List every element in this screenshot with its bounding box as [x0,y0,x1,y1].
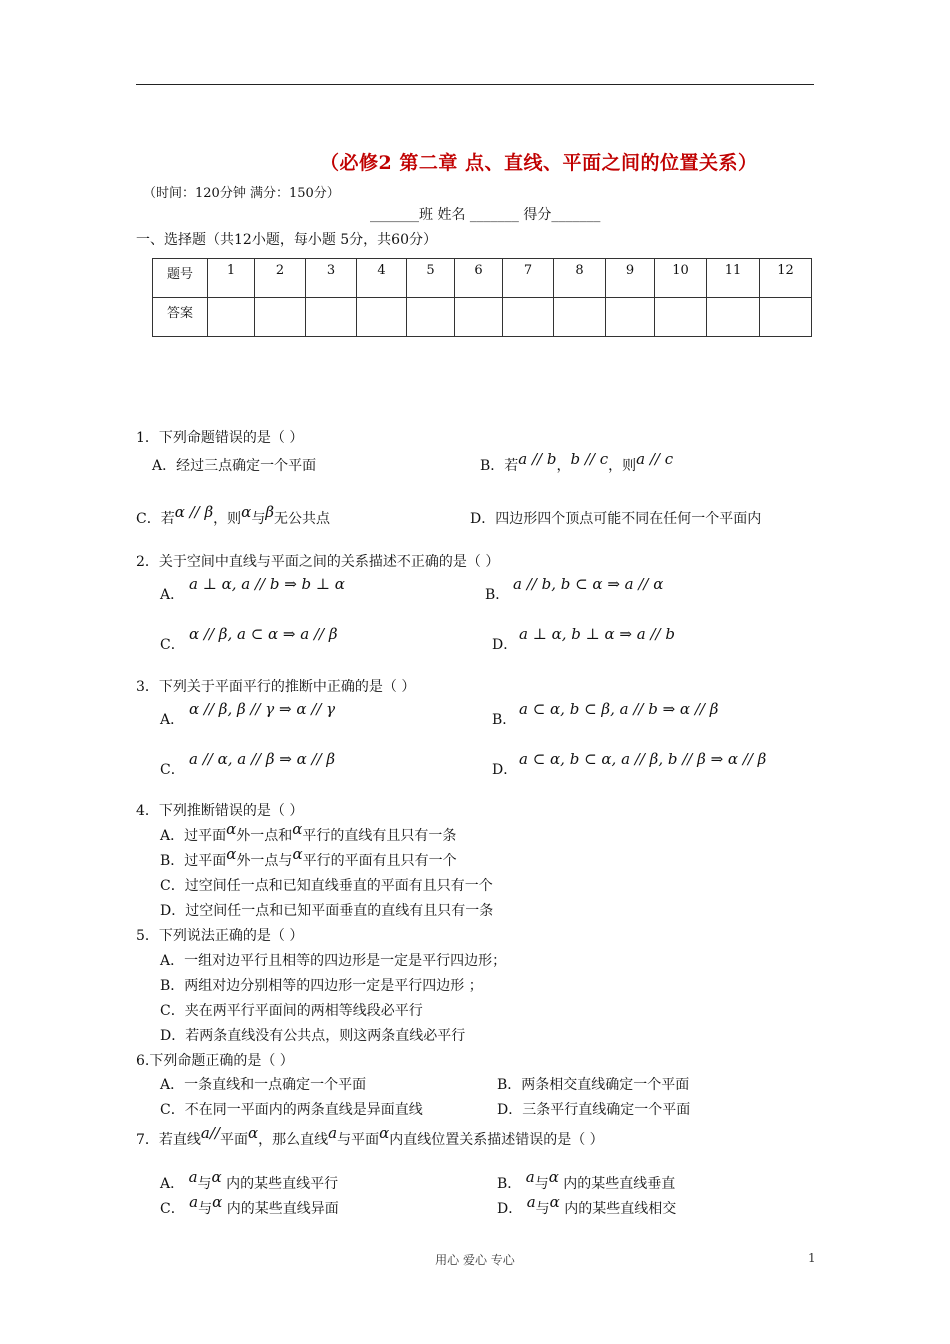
q7-stem: 7．若直线a//平面α，那么直线a与平面α内直线位置关系描述错误的是（ ） [136,1124,604,1148]
q1-option-d: D．四边形四个顶点可能不同在任何一个平面内 [470,511,762,527]
table-cell[interactable] [503,298,554,337]
table-cell: 7 [503,259,554,298]
q3-option-b-formula: a ⊂ α, b ⊂ β, a // b ⇒ α // β [519,700,719,718]
table-cell[interactable] [760,298,812,337]
table-row [153,298,812,337]
q6-stem: 6.下列命题正确的是（ ） [136,1053,294,1069]
table-cell[interactable] [554,298,606,337]
q5-option-b: B．两组对边分别相等的四边形一定是平行四边形 ； [160,978,483,994]
exam-info: （时间：120分钟 满分：150分） [143,186,340,201]
q3-option-a-formula: α // β, β // γ ⇒ α // γ [189,700,336,718]
q4-option-d: D．过空间任一点和已知平面垂直的直线有且只有一条 [160,903,494,919]
q3-option-d-formula: a ⊂ α, b ⊂ α, a // β, b // β ⇒ α // β [519,750,767,768]
table-cell: 10 [655,259,707,298]
q2-option-a-formula: a ⊥ α, a // b ⇒ b ⊥ α [189,575,345,593]
q2-option-b-label: B． [485,587,510,603]
q2-option-a-label: A． [160,587,185,603]
table-cell[interactable] [606,298,655,337]
q7-option-a: A． a与α 内的某些直线平行 [160,1168,339,1192]
table-cell: 题号 [153,259,208,298]
q3-option-c-formula: a // α, a // β ⇒ α // β [189,750,336,768]
table-cell[interactable] [407,298,455,337]
table-cell: 2 [255,259,306,298]
q2-option-d-formula: a ⊥ α, b ⊥ α ⇒ a // b [519,625,675,643]
table-row [153,259,812,298]
q4-option-a: A．过平面α外一点和α平行的直线有且只有一条 [160,820,457,844]
table-cell[interactable] [357,298,407,337]
q6-option-d: D．三条平行直线确定一个平面 [497,1102,691,1118]
table-cell[interactable] [255,298,306,337]
q5-option-a: A．一组对边平行且相等的四边形是一定是平行四边形； [160,953,507,969]
q1-stem: 1．下列命题错误的是（ ） [136,430,304,446]
table-cell: 9 [606,259,655,298]
table-cell: 1 [208,259,255,298]
page-footer: 用心 爱心 专心 [435,1253,515,1267]
q2-option-d-label: D． [492,637,518,653]
table-cell: 11 [707,259,760,298]
q3-option-b-label: B． [492,712,517,728]
q6-option-c: C．不在同一平面内的两条直线是异面直线 [160,1102,423,1118]
q6-option-b: B．两条相交直线确定一个平面 [497,1077,690,1093]
q4-option-c: C．过空间任一点和已知直线垂直的平面有且只有一个 [160,878,493,894]
table-cell: 答案 [153,298,208,337]
q2-option-b-formula: a // b, b ⊂ α ⇒ a // α [513,575,664,593]
table-cell: 5 [407,259,455,298]
q3-option-d-label: D． [492,762,518,778]
table-cell[interactable] [455,298,503,337]
q4-stem: 4．下列推断错误的是（ ） [136,803,304,819]
q2-option-c-formula: α // β, a ⊂ α ⇒ a // β [189,625,338,643]
q7-option-b: B． a与α 内的某些直线垂直 [497,1168,676,1192]
page-number: 1 [808,1251,816,1265]
q2-option-c-label: C． [160,637,185,653]
q7-option-c: C． a与α 内的某些直线异面 [160,1193,339,1217]
table-cell: 3 [306,259,357,298]
q5-option-c: C．夹在两平行平面间的两相等线段必平行 [160,1003,423,1019]
table-cell[interactable] [208,298,255,337]
q5-stem: 5．下列说法正确的是（ ） [136,928,304,944]
q5-option-d: D．若两条直线没有公共点，则这两条直线必平行 [160,1028,466,1044]
q4-option-b: B．过平面α外一点与α平行的平面有且只有一个 [160,845,457,869]
table-cell: 12 [760,259,812,298]
q3-stem: 3．下列关于平面平行的推断中正确的是（ ） [136,679,416,695]
q1-option-a: A．经过三点确定一个平面 [152,458,317,474]
q1-option-b: B．若a // b，b // c，则a // c [480,450,674,474]
table-cell: 6 [455,259,503,298]
header-rule [136,84,814,85]
table-cell: 4 [357,259,407,298]
table-cell[interactable] [306,298,357,337]
student-info-line: _______班 姓名 _______ 得分_______ [370,207,601,223]
q1-option-c: C．若α // β，则α与β无公共点 [136,503,330,527]
q7-option-d: D． a与α 内的某些直线相交 [497,1193,677,1217]
table-cell: 8 [554,259,606,298]
q2-stem: 2．关于空间中直线与平面之间的关系描述不正确的是（ ） [136,554,500,570]
page-title: （必修2 第二章 点、直线、平面之间的位置关系） [320,152,758,174]
q3-option-a-label: A． [160,712,185,728]
section-heading: 一、选择题（共12小题，每小题 5分，共60分） [136,232,437,248]
answer-table [152,258,812,337]
q3-option-c-label: C． [160,762,185,778]
table-cell[interactable] [655,298,707,337]
table-cell[interactable] [707,298,760,337]
q6-option-a: A．一条直线和一点确定一个平面 [160,1077,367,1093]
